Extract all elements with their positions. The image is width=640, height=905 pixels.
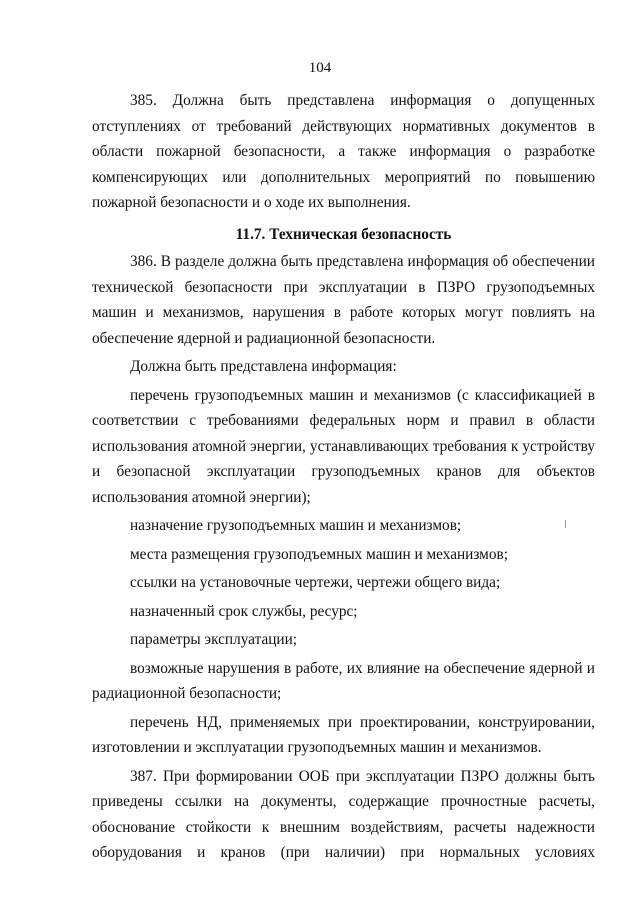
paragraph-386: 386. В разделе должна быть представлена информация об обеспечении технической безопасности при эксплуатации в ПЗРО грузоподъемных машин и механизмов, нарушения в работе которых могут повлиять на обеспечение ядерной и радиационной безопасности. xyxy=(92,253,595,347)
list-item-regulatory-docs: перечень НД, применяемых при проектировании, конструировании, изготовлении и эксплуатации грузоподъемных машин и механизмов. xyxy=(92,713,595,756)
section-heading: 11.7. Техническая безопасность xyxy=(235,225,452,243)
list-item-service-life: назначенный срок службы, ресурс; xyxy=(130,602,358,620)
list-item-crane-list: перечень грузоподъемных машин и механизмов (с классификацией в соответствии с требованиями федеральных норм и правил в области использования атомной энергии, устанавливающих требования к устройству и безопасной эксплуатации грузоподъемных кранов для объектов использования атомной энергии); xyxy=(92,386,595,506)
scan-artifact xyxy=(565,520,566,528)
list-item-operating-parameters: параметры эксплуатации; xyxy=(130,631,298,648)
list-item-drawings: ссылки на установочные чертежи, чертежи общего вида; xyxy=(130,574,501,591)
page-number: 104 xyxy=(308,60,332,76)
paragraph-387: 387. При формировании ООБ при эксплуатации ПЗРО должны быть приведены ссылки на документы, содержащие прочностные расчеты, обоснование стойкости к внешним воздействиям, расчеты надежности оборудования и кранов (при наличии) при нормальных условиях xyxy=(92,767,595,861)
document-body xyxy=(92,88,595,866)
list-item-possible-failures: возможные нарушения в работе, их влияние на обеспечение ядерной и радиационной безопасности; xyxy=(92,659,595,702)
paragraph-385: 385. Должна быть представлена информация о допущенных отступлениях от требований действующих нормативных документов в области пожарной безопасности, а также информация о разработке компенсирующих или дополнительных мероприятий по повышению пожарной безопасности и о ходе их выполнения. xyxy=(92,92,595,211)
list-item-purpose: назначение грузоподъемных машин и механизмов; xyxy=(130,517,462,534)
list-item-locations: места размещения грузоподъемных машин и механизмов; xyxy=(130,545,508,563)
paragraph-info-intro: Должна быть представлена информация: xyxy=(130,358,397,375)
